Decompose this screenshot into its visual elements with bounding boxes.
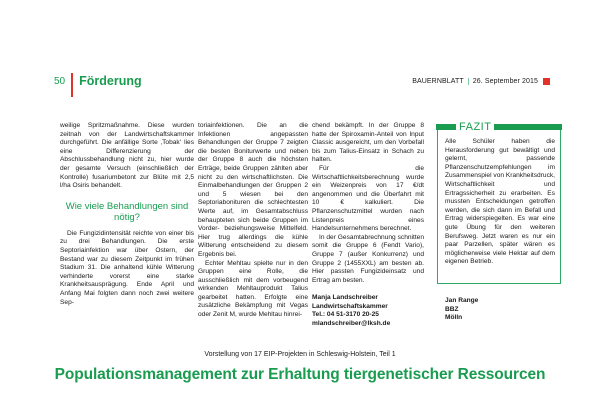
- author-name: Manja Landschreiber: [312, 294, 378, 302]
- fazit-header: [436, 122, 562, 132]
- section-title: Förderung: [79, 74, 142, 88]
- paragraph: Für die Wirtschaftlichkeitsberechnung wurde ein Weizenpreis von 17 €/dt angenommen und die Überfahrt mit 10 € kalkuliert. Die Pflanzenschutzmittel wurden nach Listenpreis eines Handelsunternehmens berechnet.: [312, 164, 424, 233]
- header-divider: [71, 73, 73, 97]
- article-column-3: [312, 122, 424, 329]
- author-name: Jan Range: [445, 297, 479, 304]
- paragraph: weilige Spritzmaßnahme. Diese wurden zeitnah von der Landwirtschaftskammer durchgeführt. Die anfällige Sorte ‚Tobak‘ lies eine Differenzierung der Abschlussbehandlung nicht zu, hier wurde der gesamte Versuch (einschließlich der Kontrolle) fusariumbetont zur Blüte mit 2,5 l/ha Osiris behandelt.: [60, 122, 194, 190]
- paragraph: chend bekämpft. In der Gruppe 8 hatte der Spiroxamin-Anteil von Input Classic ausgereicht, um den Vorbefall bis zum Talius-Einsatz in Schach zu halten.: [312, 122, 424, 164]
- author-phone: Tel.: 04 51-3170 20-25: [312, 311, 379, 319]
- article-column-1: [60, 122, 194, 307]
- publication-date: 26. September 2015: [472, 78, 538, 85]
- author-email[interactable]: mlandschreiber@lksh.de: [312, 320, 391, 328]
- fazit-author-block: [445, 297, 478, 323]
- page-number: 50: [54, 76, 66, 87]
- paragraph: In der Gesamtabrechnung schnitten somit die Gruppe 6 (Fendt Vario), Gruppe 7 (außer Konkurrenz) und Gruppe 2 (1455XXL) am besten ab. Hier passten Fungizideinsatz und Ertrag am besten.: [312, 233, 424, 284]
- fazit-title: FAZIT: [456, 122, 494, 132]
- article-column-2: [198, 122, 308, 320]
- fazit-bar-right: [494, 124, 562, 130]
- next-article-title: Populationsmanagement zur Erhaltung tiergenetischer Ressourcen: [54, 366, 546, 383]
- publication-name: BAUERNBLATT: [412, 78, 464, 85]
- fazit-text: Alle Schüler haben die Herausforderung gut bewältigt und gelernt, passende Pflanzenschutzempfehlungen im Zusammenspiel von Krankheitsdruck, Wirtschaftlichkeit und Ertragssicherheit zu erarbeiten. Es mussten Entscheidungen getroffen werden, die sich dann im Befall und Ertrag widerspiegelten. Es war eine gute Übung für den weiteren Berufsweg. Jetzt waren es nur ein paar Parzellen, später wären es möglicherweise viele Hektar auf dem eigenen Betrieb.: [445, 138, 555, 266]
- author-block: [312, 294, 424, 328]
- author-org: Landwirtschaftskammer: [312, 302, 388, 310]
- red-square-icon: [543, 78, 550, 85]
- next-article-kicker: Vorstellung von 17 EIP-Projekten in Schleswig-Holstein, Teil 1: [204, 351, 396, 358]
- subheading: Wie viele Behandlungen sind nötig?: [65, 200, 189, 223]
- author-org: BBZ: [445, 305, 459, 313]
- paragraph: toriainfektionen. Die an die Infektionen angepassten Behandlungen der Gruppe 7 zeigten die besten Boniturwerte und neben der Gruppe 8 auch die höchsten Erträge, beide Gruppen zählten aber nicht zu den wirtschaftlichsten. Die Einmalbehandlungen der Gruppen 2 und 5 wiesen bei den Septoriabonituren die schlechtesten Werte auf, im Gesamtabschluss behaupteten sich beide Gruppen im Vorder- beziehungsweise Mittelfeld. Hier trug allerdings die kühle Witterung entscheidend zu diesem Ergebnis bei.: [198, 122, 308, 258]
- header-separator: [468, 78, 469, 85]
- author-place: Mölln: [445, 314, 463, 322]
- fazit-bar-left: [436, 124, 456, 130]
- paragraph: Echter Mehltau spielte nur in den Gruppen eine Rolle, die ausschließlich mit dem vorbeugend wirkenden Mehltauprodukt Talius gearbeitet hatten. Erfolgte eine zusätzliche Bekämpfung mit Vegas oder Zenit M, wurde Mehltau hinrei-: [198, 259, 308, 319]
- page-header-left: [54, 73, 142, 99]
- page-header-right: [412, 78, 550, 85]
- paragraph: Die Fungizidintensität reichte von einer bis zu drei Behandlungen. Die erste Septoriainfektion war über Ostern, der Bestand war zu diesem Zeitpunkt im frühen Stadium 31. Die anhaltend kühle Witterung verhinderte vorerst eine starke Krankheitsausprägung. Ende April und Anfang Mai folgten dann noch zwei weitere Sep-: [60, 229, 194, 306]
